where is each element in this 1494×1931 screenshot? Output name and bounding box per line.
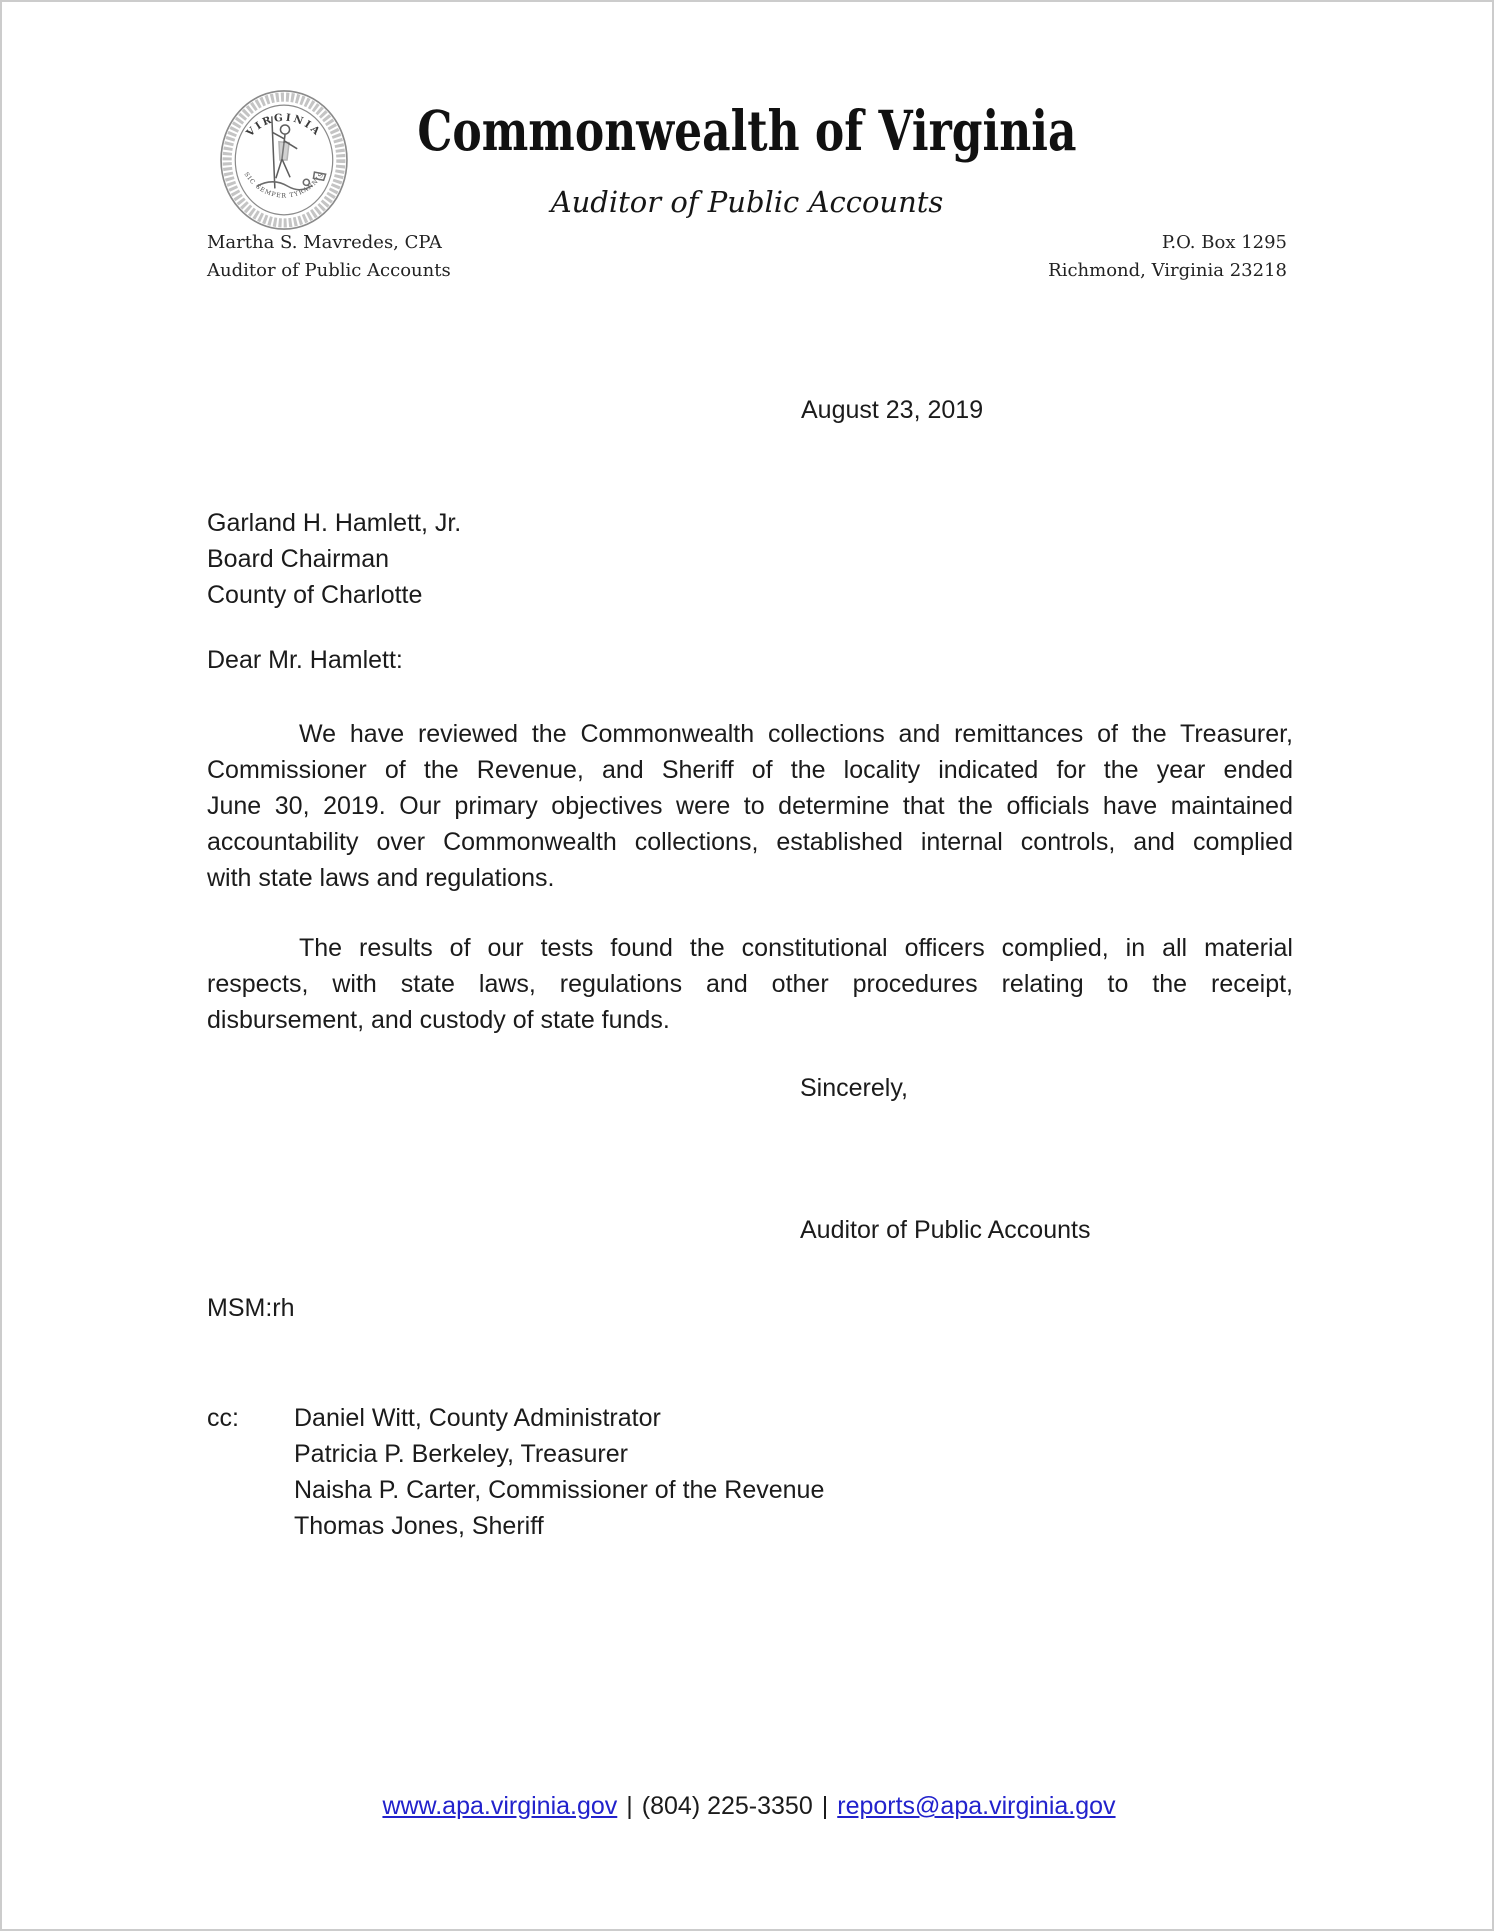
cc-item: Thomas Jones, Sheriff bbox=[294, 1512, 544, 1540]
paragraph-line: We have reviewed the Commonwealth collections and remittances of the Treasurer, bbox=[299, 720, 1293, 748]
paragraph-line: June 30, 2019. Our primary objectives were to determine that the officials have maintained bbox=[207, 792, 1293, 820]
org-title-row bbox=[2, 96, 1492, 181]
recipient-locality: County of Charlotte bbox=[207, 581, 423, 609]
recipient-title: Board Chairman bbox=[207, 545, 390, 573]
paragraph-line: disbursement, and custody of state funds. bbox=[207, 1006, 670, 1034]
address-line1: P.O. Box 1295 bbox=[1161, 232, 1287, 253]
website-link[interactable]: www.apa.virginia.gov bbox=[382, 1792, 618, 1820]
paragraph-line: The results of our tests found the constitutional officers complied, in all material bbox=[299, 934, 1293, 962]
official-block bbox=[207, 229, 451, 285]
address-line2: Richmond, Virginia 23218 bbox=[1048, 260, 1287, 281]
paragraph-2 bbox=[207, 930, 1293, 1038]
paragraph-line: accountability over Commonwealth collections, established internal controls, and complied bbox=[207, 828, 1293, 856]
salutation: Dear Mr. Hamlett: bbox=[207, 646, 403, 674]
cc-item: Naisha P. Carter, Commissioner of the Revenue bbox=[294, 1476, 825, 1504]
cc-label: cc: bbox=[207, 1404, 239, 1432]
signature-title: Auditor of Public Accounts bbox=[800, 1216, 1091, 1244]
seal-bottom-text: SIC SEMPER TYRANNIS bbox=[242, 171, 326, 200]
paragraph-1 bbox=[207, 716, 1293, 896]
email-link[interactable]: reports@apa.virginia.gov bbox=[837, 1792, 1116, 1820]
paragraph-line: with state laws and regulations. bbox=[207, 864, 555, 892]
official-name: Martha S. Mavredes, CPA bbox=[207, 232, 442, 253]
org-subtitle: Auditor of Public Accounts bbox=[550, 185, 944, 219]
closing: Sincerely, bbox=[800, 1074, 908, 1102]
cc-item: Patricia P. Berkeley, Treasurer bbox=[294, 1440, 628, 1468]
typist-reference: MSM:rh bbox=[207, 1294, 295, 1322]
seal-top-text: VIRGINIA bbox=[244, 111, 324, 140]
cc-item: Daniel Witt, County Administrator bbox=[294, 1404, 661, 1432]
footer-phone: (804) 225-3350 bbox=[641, 1792, 813, 1820]
org-title: Commonwealth of Virginia bbox=[417, 98, 1077, 163]
letter-date: August 23, 2019 bbox=[801, 396, 984, 424]
address-block bbox=[1048, 229, 1287, 285]
recipient-block bbox=[207, 505, 461, 613]
paragraph-line: respects, with state laws, regulations and other procedures relating to the receipt, bbox=[207, 970, 1293, 998]
footer-separator: | bbox=[626, 1792, 633, 1820]
letter-footer bbox=[206, 1788, 1292, 1824]
cc-list bbox=[294, 1400, 824, 1544]
recipient-name: Garland H. Hamlett, Jr. bbox=[207, 509, 462, 537]
paragraph-line: Commissioner of the Revenue, and Sheriff of the locality indicated for the year ended bbox=[207, 756, 1293, 784]
official-title: Auditor of Public Accounts bbox=[207, 260, 451, 281]
footer-separator: | bbox=[821, 1792, 829, 1820]
